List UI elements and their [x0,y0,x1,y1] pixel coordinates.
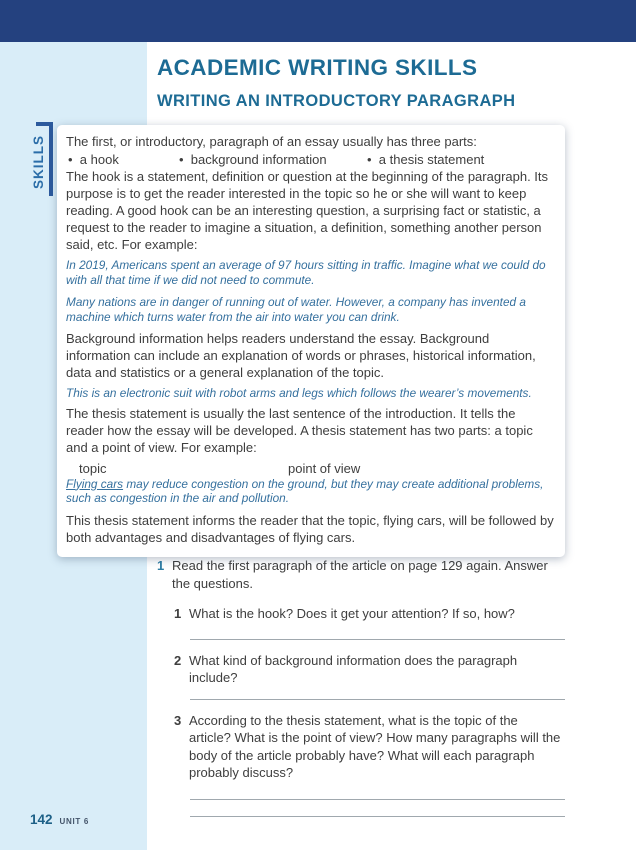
page-subtitle: WRITING AN INTRODUCTORY PARAGRAPH [157,92,516,110]
question-item [157,605,569,623]
flying-cars-underlined: Flying cars [66,476,124,491]
example-flying-cars [66,477,554,506]
answer-line [190,799,565,800]
thesis-paragraph: The thesis statement is usually the last sentence of the introduction. It tells the reader how the essay will be developed. A thesis statement has two parts: a topic and a point of view. For example: [66,405,533,455]
point-of-view-label: point of view [288,460,361,476]
question-number: 3 [174,712,182,728]
question-text: According to the thesis statement, what is the topic of the article? What is the point of view? How many paragraphs will the body of the article probably have? What will each paragraph probably discuss? [189,712,561,780]
question-item [157,712,569,782]
unit-label: UNIT 6 [59,817,90,826]
example-water: Many nations are in danger of running out of water. However, a company has invented a machine which turns water from the air into water you can drink. [66,295,526,324]
page-footer [30,812,89,827]
background-paragraph: Background information helps readers understand the essay. Background information can include an explanation of words or phrases, historical information, data and statistics or a general explanation of the topic. [66,331,536,380]
example-traffic: In 2019, Americans spent an average of 97 hours sitting in traffic. Imagine what we could do with all that time if we did not need to commute. [66,258,546,287]
answer-line [190,816,565,817]
closing-paragraph: This thesis statement informs the reader that the topic, flying cars, will be followed by both advantages and disadvantages of flying cars. [66,512,554,545]
flying-cars-rest: may reduce congestion on the ground, but they may create additional problems, such as congestion in the air and pollution. [66,476,544,505]
example-robot-suit: This is an electronic suit with robot arms and legs which follows the wearer’s movements. [66,386,532,400]
question-item [157,652,569,687]
answer-line [190,699,565,700]
exercise-rubric [157,557,569,592]
page-number: 142 [30,812,53,827]
bullet-item-background: • background information [179,151,367,168]
bullet-item-thesis: • a thesis statement [367,151,484,168]
skills-side-label: SKILLS [31,134,46,189]
page-title: ACADEMIC WRITING SKILLS [157,55,478,80]
exercise-section [157,557,569,817]
skills-info-box [57,125,565,557]
answer-line [190,639,565,640]
question-text: What kind of background information does the paragraph include? [189,652,518,685]
thesis-parts-labels [66,460,554,477]
question-number: 2 [174,652,182,668]
top-navy-bar [0,0,636,42]
topic-label: topic [79,460,107,476]
hook-paragraph: The hook is a statement, definition or question at the beginning of the paragraph. Its purpose is to get the reader interested in the topic so he or she will want to keep reading. A good hook can be an interesting question, a surprising fact or statistic, a request to the reader to imagine a situation, a definition, something another person said, etc. For example: [66,169,549,252]
exercise-number: 1 [157,558,165,573]
parts-bullet-list [68,151,554,168]
question-number: 1 [174,606,182,621]
exercise-instruction: Read the first paragraph of the article on page 129 again. Answer the questions. [172,558,548,591]
bullet-item-hook: • a hook [68,151,179,168]
question-text: What is the hook? Does it get your attention? If so, how? [189,606,515,621]
intro-paragraph: The first, or introductory, paragraph of an essay usually has three parts: [66,134,477,149]
